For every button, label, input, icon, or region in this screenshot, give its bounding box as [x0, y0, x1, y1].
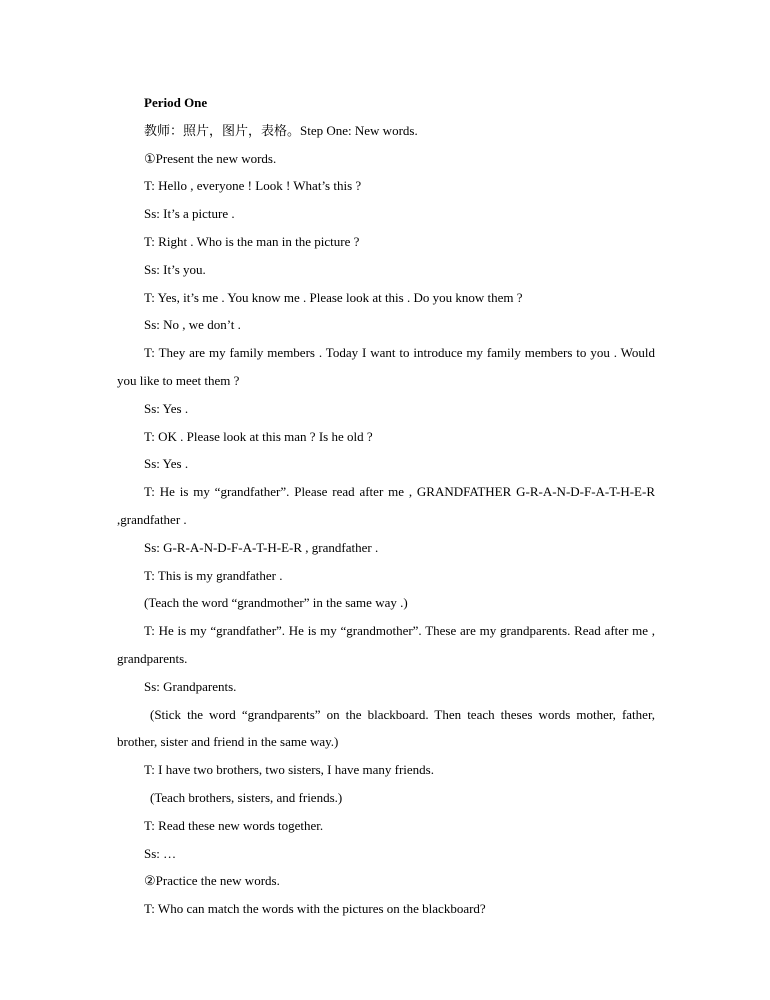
- paragraph: T: He is my “grandfather”. He is my “grandmother”. These are my grandparents. Read after me , grandparents.: [117, 623, 655, 666]
- paragraph: ②Practice the new words.: [144, 873, 280, 889]
- paragraph: T: Right . Who is the man in the picture ?: [144, 233, 360, 249]
- paragraph: T: I have two brothers, two sisters, I have many friends.: [144, 762, 434, 778]
- paragraph: ①Present the new words.: [144, 150, 277, 166]
- paragraph: Ss: No , we don’t .: [144, 317, 241, 333]
- paragraph: Ss: Yes .: [144, 456, 189, 472]
- paragraph: T: Who can match the words with the pictures on the blackboard?: [144, 901, 486, 917]
- paragraph: T: They are my family members . Today I want to introduce my family members to you . Would you like to meet them ?: [117, 345, 655, 388]
- paragraph: Ss: G-R-A-N-D-F-A-T-H-E-R , grandfather .: [144, 539, 379, 555]
- paragraph: Ss: …: [144, 845, 177, 861]
- stage-direction: (Stick the word “grandparents” on the blackboard. Then teach theses words mother, father, brother, sister and friend in the same way.): [117, 706, 655, 750]
- paragraph: T: OK . Please look at this man ? Is he old ?: [144, 428, 373, 444]
- paragraph: T: He is my “grandfather”. Please read after me , GRANDFATHER G-R-A-N-D-F-A-T-H-E-R ,grandfather .: [117, 484, 655, 527]
- document-page: [117, 89, 655, 923]
- paragraph: Ss: It’s you.: [144, 261, 206, 277]
- paragraph: Ss: It’s a picture .: [144, 206, 235, 222]
- paragraph: T: Hello , everyone ! Look ! What’s this ?: [144, 178, 362, 194]
- paragraph: Ss: Yes .: [144, 400, 189, 416]
- paragraph: T: This is my grandfather .: [144, 567, 283, 583]
- paragraph: T: Read these new words together.: [144, 817, 324, 833]
- paragraph: Ss: Grandparents.: [144, 678, 237, 694]
- document-title: Period One: [144, 95, 208, 110]
- stage-direction: (Teach brothers, sisters, and friends.): [150, 789, 343, 805]
- paragraph: 教师：照片，图片，表格。Step One: New words.: [144, 122, 418, 138]
- paragraph: T: Yes, it’s me . You know me . Please look at this . Do you know them ?: [144, 289, 523, 305]
- paragraph: (Teach the word “grandmother” in the same way .): [144, 595, 408, 611]
